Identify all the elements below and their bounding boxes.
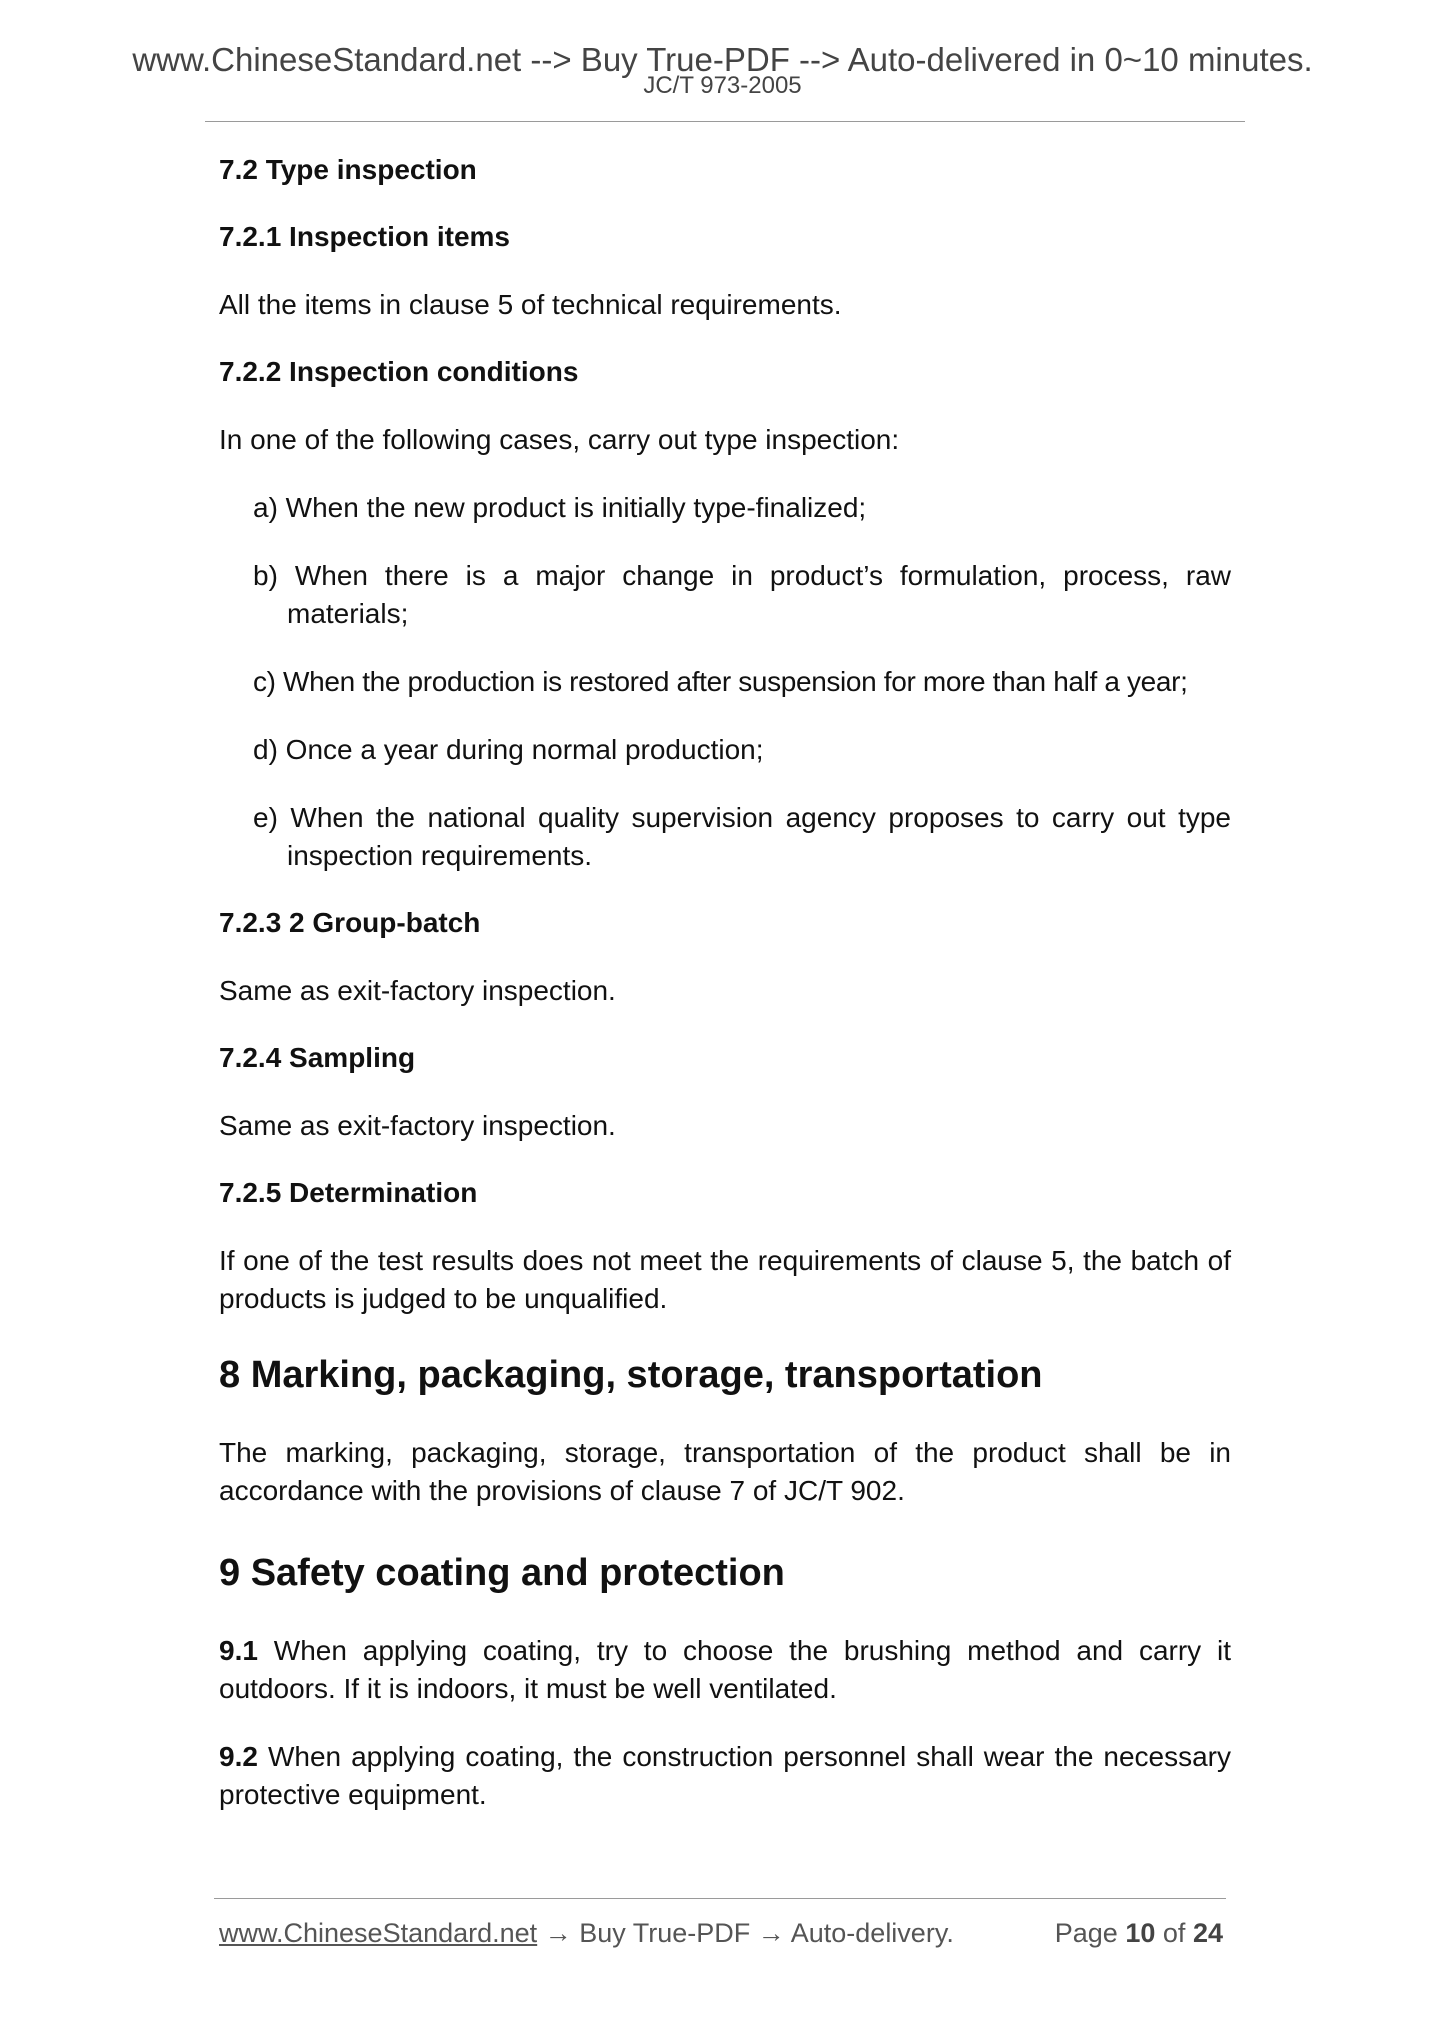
clause-9-1-number: 9.1	[219, 1635, 258, 1666]
footer-divider	[214, 1898, 1226, 1899]
of-label: of	[1162, 1918, 1186, 1948]
section-7-2-heading: 7.2 Type inspection	[219, 154, 477, 185]
page-number: 10	[1125, 1918, 1156, 1948]
section-8-text: The marking, packaging, storage, transportation of the product shall be in accordance with the provisions of clause 7 of JC/T 902.	[219, 1437, 1231, 1506]
clause-9-1-text: When applying coating, try to choose the brushing method and carry it outdoors. If it is indoors, it must be well ventilated.	[219, 1635, 1232, 1704]
section-7-2-2-intro: In one of the following cases, carry out type inspection:	[219, 424, 900, 455]
header-divider	[205, 121, 1245, 122]
section-7-2-3-heading: 7.2.3 2 Group-batch	[219, 907, 481, 938]
section-7-2-5-text: If one of the test results does not meet the requirements of clause 5, the batch of products is judged to be unqualified.	[219, 1245, 1231, 1314]
footer-left	[219, 1916, 954, 1950]
case-item-e: e) When the national quality supervision agency proposes to carry out type inspection requirements.	[253, 802, 1231, 871]
clause-9-1	[219, 1632, 1231, 1708]
case-item-b: b) When there is a major change in product’s formulation, process, raw materials;	[253, 560, 1231, 629]
page-label: Page	[1054, 1918, 1118, 1948]
clause-9-2-number: 9.2	[219, 1741, 258, 1772]
section-7-2-2-heading: 7.2.2 Inspection conditions	[219, 356, 579, 387]
header-banner: www.ChineseStandard.net --> Buy True-PDF --> Auto-delivered in 0~10 minutes.	[132, 41, 1313, 78]
page-content	[219, 152, 1231, 1844]
section-8-heading: 8 Marking, packaging, storage, transportation	[219, 1354, 1043, 1396]
document-code: JC/T 973-2005	[643, 72, 802, 99]
case-item-c: c) When the production is restored after suspension for more than half a year;	[253, 666, 1188, 697]
footer-site-link[interactable]: www.ChineseStandard.net	[219, 1918, 538, 1948]
section-7-2-4-text: Same as exit-factory inspection.	[219, 1110, 616, 1141]
case-item-a: a) When the new product is initially type-finalized;	[253, 492, 867, 523]
section-7-2-3-text: Same as exit-factory inspection.	[219, 975, 616, 1006]
clause-9-2-text: When applying coating, the construction personnel shall wear the necessary protective equipment.	[219, 1741, 1232, 1810]
section-7-2-4-heading: 7.2.4 Sampling	[219, 1042, 416, 1073]
section-7-2-1-text: All the items in clause 5 of technical requirements.	[219, 289, 842, 320]
footer-tagline: → Buy True-PDF → Auto-delivery.	[537, 1918, 954, 1948]
page-indicator	[1055, 1916, 1223, 1950]
section-7-2-1-heading: 7.2.1 Inspection items	[219, 221, 510, 252]
case-item-d: d) Once a year during normal production;	[253, 734, 764, 765]
clause-9-2	[219, 1738, 1231, 1814]
section-7-2-5-heading: 7.2.5 Determination	[219, 1177, 478, 1208]
page-total: 24	[1192, 1918, 1223, 1948]
section-9-heading: 9 Safety coating and protection	[219, 1552, 785, 1594]
